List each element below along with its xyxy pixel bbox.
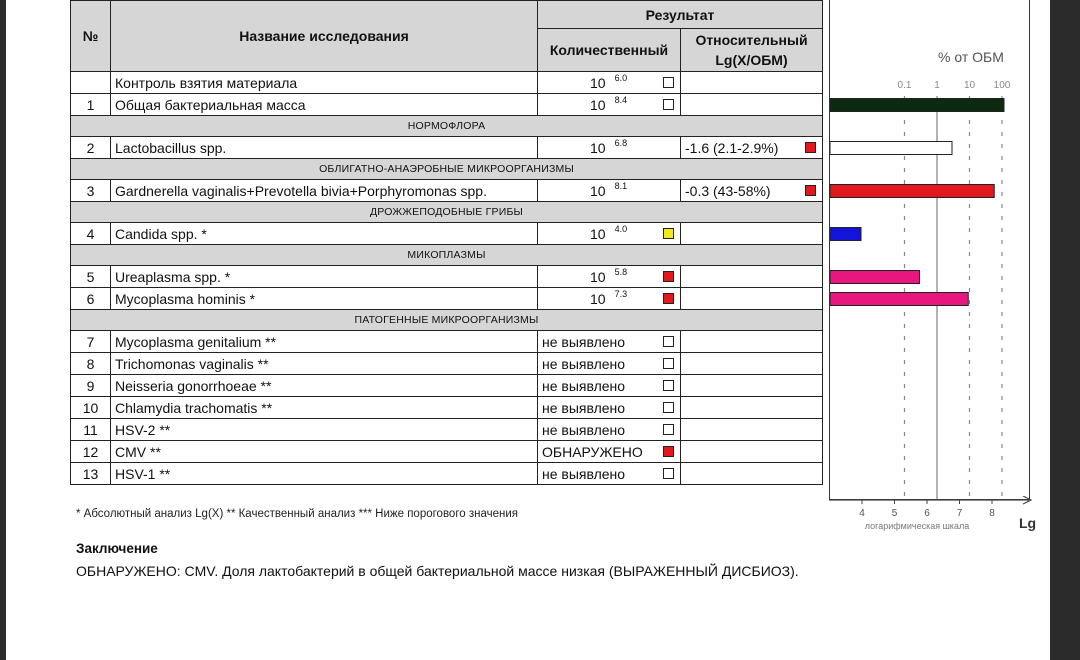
test-name: Mycoplasma genitalium **	[111, 331, 538, 353]
window-edge-left	[0, 0, 6, 660]
chart-bar	[830, 271, 920, 284]
quantitative-result	[538, 375, 681, 397]
quantitative-result	[538, 180, 681, 202]
qualitative-text: не выявлено	[542, 355, 626, 372]
relative-result	[681, 353, 823, 375]
exponent: 6.0	[614, 72, 628, 83]
base-ten: 10	[590, 139, 606, 156]
pct-tick-label: 100	[993, 80, 1011, 91]
exponent: 4.0	[614, 223, 628, 234]
chart-bar	[830, 185, 994, 198]
section-row	[71, 245, 823, 266]
row-number: 11	[71, 419, 111, 441]
table-row	[71, 180, 823, 202]
quantitative-result	[538, 266, 681, 288]
test-name: Общая бактериальная масса	[111, 94, 538, 116]
status-box	[663, 380, 674, 391]
row-number: 13	[71, 463, 111, 485]
qualitative-text: не выявлено	[542, 333, 626, 350]
table-row	[71, 72, 823, 94]
test-name: HSV-1 **	[111, 463, 538, 485]
section-row	[71, 310, 823, 331]
lg-tick-label: 8	[989, 508, 995, 519]
pct-tick-label: 0.1	[897, 80, 912, 91]
relative-status-box	[805, 185, 816, 196]
qualitative-text: ОБНАРУЖЕНО	[542, 443, 643, 460]
test-name: Trichomonas vaginalis **	[111, 353, 538, 375]
status-box	[663, 271, 674, 282]
pct-tick-label: 1	[934, 80, 940, 91]
conclusion-title: Заключение	[76, 541, 158, 556]
quantitative-result	[538, 353, 681, 375]
base-ten: 10	[590, 268, 606, 285]
relative-result	[681, 331, 823, 353]
section-row	[71, 159, 823, 180]
base-ten: 10	[590, 182, 606, 199]
pct-tick-label: 10	[963, 80, 976, 91]
base-ten: 10	[590, 225, 606, 242]
window-edge-right	[1050, 0, 1080, 660]
relative-result	[681, 72, 823, 94]
relative-status-box	[805, 142, 816, 153]
status-box	[663, 358, 674, 369]
qualitative-text: не выявлено	[542, 399, 626, 416]
chart-panel	[829, 0, 1030, 500]
row-number: 9	[71, 375, 111, 397]
test-name: Candida spp. *	[111, 223, 538, 245]
qualitative-text: не выявлено	[542, 421, 626, 438]
qualitative-text: не выявлено	[542, 465, 626, 482]
table-row	[71, 137, 823, 159]
header-result: Результат	[538, 1, 823, 29]
section-row	[71, 202, 823, 223]
quantitative-result	[538, 137, 681, 159]
section-label: ДРОЖЖЕПОДОБНЫЕ ГРИБЫ	[71, 202, 823, 223]
quantitative-result	[538, 397, 681, 419]
quantitative-result	[538, 441, 681, 463]
row-number: 6	[71, 288, 111, 310]
quantitative-result	[538, 331, 681, 353]
lg-tick-label: 4	[859, 508, 865, 519]
test-name: Chlamydia trachomatis **	[111, 397, 538, 419]
footnote: * Абсолютный анализ Lg(X) ** Качественный анализ *** Ниже порогового значения	[76, 508, 519, 520]
section-label: НОРМОФЛОРА	[71, 116, 823, 137]
test-name: Gardnerella vaginalis+Prevotella bivia+Porphyromonas spp.	[111, 180, 538, 202]
table-row	[71, 94, 823, 116]
exponent: 8.4	[614, 94, 628, 105]
relative-result	[681, 397, 823, 419]
qualitative-text: не выявлено	[542, 377, 626, 394]
relative-result	[681, 419, 823, 441]
base-ten: 10	[590, 74, 606, 91]
row-number: 3	[71, 180, 111, 202]
axis-label: Lg	[1019, 515, 1037, 531]
test-name: Контроль взятия материала	[111, 72, 538, 94]
row-number: 7	[71, 331, 111, 353]
lg-tick-label: 5	[891, 508, 898, 519]
quantitative-result	[538, 94, 681, 116]
relative-result	[681, 463, 823, 485]
relative-result	[681, 223, 823, 245]
row-number: 12	[71, 441, 111, 463]
lg-tick-label: 7	[956, 508, 963, 519]
table-row	[71, 266, 823, 288]
status-box	[663, 228, 674, 239]
results-table	[70, 0, 823, 485]
scale-label: логарифмическая шкала	[864, 521, 970, 531]
chart-bar	[830, 293, 968, 306]
relative-value: -1.6 (2.1-2.9%)	[685, 139, 779, 156]
exponent: 7.3	[614, 288, 628, 299]
status-box	[663, 336, 674, 347]
quantitative-result	[538, 288, 681, 310]
status-box	[663, 293, 674, 304]
header-relative: Относительный Lg(X/ОБМ)	[681, 29, 823, 72]
row-number: 10	[71, 397, 111, 419]
relative-result	[681, 375, 823, 397]
base-ten: 10	[590, 290, 606, 307]
quantitative-result	[538, 223, 681, 245]
chart-top-label: % от ОБМ	[938, 49, 1004, 65]
table-row	[71, 463, 823, 485]
test-name: CMV **	[111, 441, 538, 463]
header-name: Название исследования	[111, 1, 538, 72]
conclusion-text: ОБНАРУЖЕНО: CMV. Доля лактобактерий в общей бактериальной массе низкая (ВЫРАЖЕННЫЙ ДИСБИОЗ).	[76, 563, 799, 579]
table-row	[71, 223, 823, 245]
status-box	[663, 424, 674, 435]
test-name: Lactobacillus spp.	[111, 137, 538, 159]
lg-tick-label: 6	[924, 508, 930, 519]
quantitative-result	[538, 419, 681, 441]
table-row	[71, 375, 823, 397]
relative-result	[681, 288, 823, 310]
bar-chart	[830, 0, 1031, 500]
test-name: Mycoplasma hominis *	[111, 288, 538, 310]
status-box	[663, 468, 674, 479]
header-num: №	[71, 1, 111, 72]
relative-result	[681, 137, 823, 159]
relative-result	[681, 94, 823, 116]
chart-bar	[830, 142, 952, 155]
status-box	[663, 402, 674, 413]
table-row	[71, 397, 823, 419]
section-label: ОБЛИГАТНО-АНАЭРОБНЫЕ МИКРООРГАНИЗМЫ	[71, 159, 823, 180]
header-quantitative: Количественный	[538, 29, 681, 72]
section-label: ПАТОГЕННЫЕ МИКРООРГАНИЗМЫ	[71, 310, 823, 331]
status-box	[663, 99, 674, 110]
quantitative-result	[538, 72, 681, 94]
test-name: Neisseria gonorrhoeae **	[111, 375, 538, 397]
relative-result	[681, 180, 823, 202]
row-number: 2	[71, 137, 111, 159]
table-row	[71, 331, 823, 353]
status-box	[663, 446, 674, 457]
chart-axis	[829, 496, 1049, 556]
relative-result	[681, 266, 823, 288]
table-row	[71, 419, 823, 441]
row-number: 5	[71, 266, 111, 288]
relative-result	[681, 441, 823, 463]
exponent: 8.1	[614, 180, 628, 191]
row-number	[71, 72, 111, 94]
table-row	[71, 353, 823, 375]
test-name: HSV-2 **	[111, 419, 538, 441]
row-number: 4	[71, 223, 111, 245]
exponent: 6.8	[614, 137, 628, 148]
status-box	[663, 77, 674, 88]
table-row	[71, 288, 823, 310]
chart-bar	[830, 99, 1004, 112]
base-ten: 10	[590, 96, 606, 113]
test-name: Ureaplasma spp. *	[111, 266, 538, 288]
quantitative-result	[538, 463, 681, 485]
table-row	[71, 441, 823, 463]
exponent: 5.8	[614, 266, 628, 277]
chart-bar	[830, 228, 861, 241]
section-label: МИКОПЛАЗМЫ	[71, 245, 823, 266]
row-number: 8	[71, 353, 111, 375]
row-number: 1	[71, 94, 111, 116]
section-row	[71, 116, 823, 137]
relative-value: -0.3 (43-58%)	[685, 182, 771, 199]
